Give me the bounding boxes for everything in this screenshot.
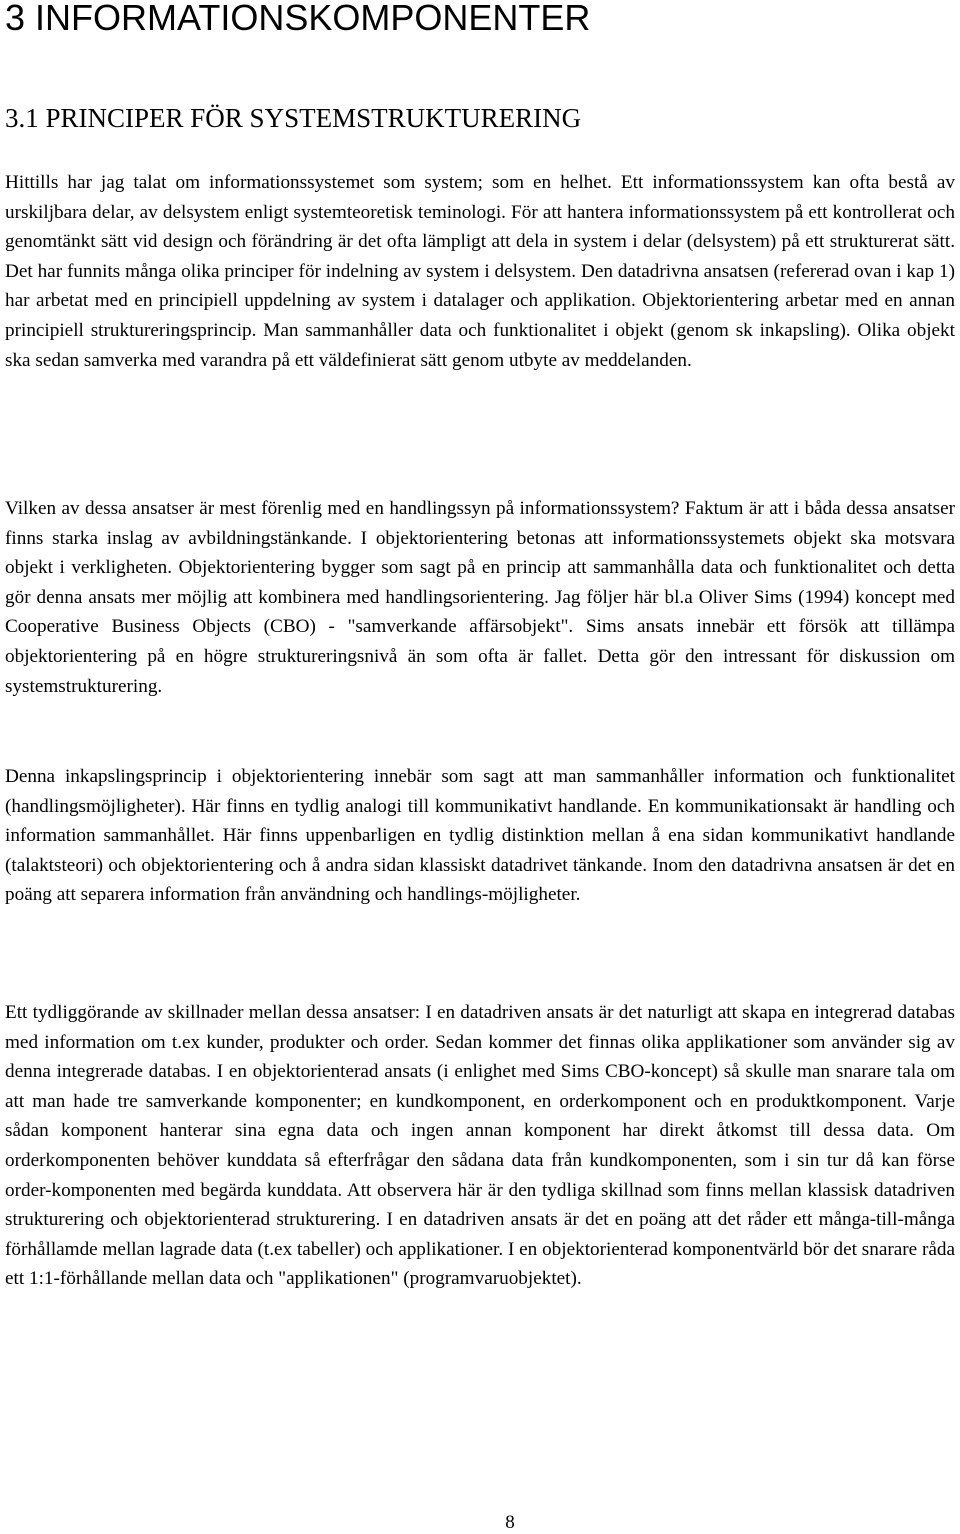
paragraph-3: Denna inkapslingsprincip i objektorientering innebär som sagt att man sammanhåller information och funktionalitet (handlingsmöjligheter). Här finns en tydlig analogi till kommunikativt handlande. En kommunikationsakt är handling och information sammanhållet. Här finns uppenbarligen en tydlig distinktion mellan å ena sidan kommunikativt handlande (talaktsteori) och objektorientering och å andra sidan klassiskt datadrivet tänkande. Inom den datadrivna ansatsen är det en poäng att separera information från användning och handlings-möjligheter. <box>5 766 955 906</box>
paragraph-1: Hittills har jag talat om informationssystemet som system; som en helhet. Ett informationssystem kan ofta bestå av urskiljbara delar, av delsystem enligt systemteoretisk teminologi. För att hantera informationssystem på ett kontrollerat och genomtänkt sätt vid design och förändring är det ofta lämpligt att dela in system i delar (delsystem) på ett strukturerat sätt. Det har funnits många olika principer för indelning av system i delsystem. Den datadrivna ansatsen (refererad ovan i kap 1) har arbetat med en principiell uppdelning av system i datalager och applikation. Objektorientering arbetar med en annan principiell struktureringsprincip. Man sammanhåller data och funktionalitet i objekt (genom sk inkapsling). Olika objekt ska sedan samverka med varandra på ett väldefinierat sätt genom utbyte av meddelanden. <box>5 172 955 371</box>
chapter-heading: 3 INFORMATIONSKOMPONENTER <box>5 0 591 38</box>
paragraph-2: Vilken av dessa ansatser är mest förenlig med en handlingssyn på informationssystem? Faktum är att i båda dessa ansatser finns starka inslag av avbildningstänkande. I objektorientering betonas att informationssystemets objekt ska motsvara objekt i verkligheten. Objektorientering bygger som sagt på en princip att sammanhålla data och funktionalitet och detta gör denna ansats mer möjlig att kombinera med handlingsorientering. Jag följer här bl.a Oliver Sims (1994) koncept med Cooperative Business Objects (CBO) - "samverkande affärsobjekt". Sims ansats innebär ett försök att tillämpa objektorientering på en högre struktureringsnivå än som ofta är fallet. Detta gör den intressant för diskussion om systemstrukturering. <box>5 498 955 697</box>
section-heading: 3.1 PRINCIPER FÖR SYSTEMSTRUKTURERING <box>5 103 582 133</box>
page-number: 8 <box>505 1512 515 1533</box>
paragraph-4: Ett tydliggörande av skillnader mellan dessa ansatser: I en datadriven ansats är det naturligt att skapa en integrerad databas med information om t.ex kunder, produkter och order. Sedan kommer det finnas olika applikationer som använder sig av denna integrerade databas. I en objektorienterad ansats (i enlighet med Sims CBO-koncept) så skulle man snarare tala om att man hade tre samverkande komponenter; en kundkomponent, en orderkomponent och en produktkomponent. Varje sådan komponent hanterar sina egna data och ingen annan komponent har direkt åtkomst till dessa data. Om orderkomponenten behöver kunddata så efterfrågar den sådana data från kundkomponenten, som i sin tur då kan förse order-komponenten med begärda kunddata. Att observera här är den tydliga skillnad som finns mellan klassisk datadriven strukturering och objektorienterad strukturering. I en datadriven ansats är det en poäng att det råder ett många-till-många förhållamde mellan lagrade data (t.ex tabeller) och applikationer. I en objektorienterad komponentvärld bör det snarare råda ett 1:1-förhållande mellan data och "applikationen" (programvaruobjektet). <box>5 1002 955 1290</box>
